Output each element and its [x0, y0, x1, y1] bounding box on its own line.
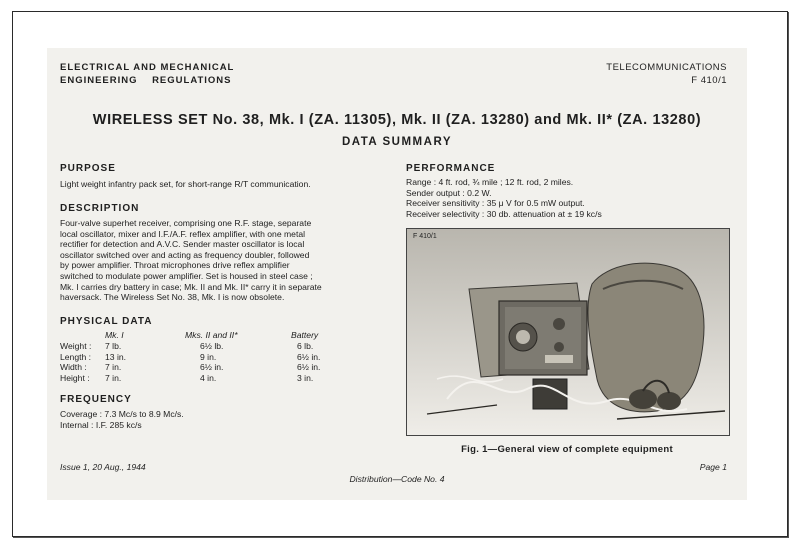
performance-heading: PERFORMANCE — [406, 163, 496, 174]
purpose-heading: PURPOSE — [60, 163, 116, 174]
document-page — [47, 48, 747, 500]
row-label: Length : — [60, 351, 92, 362]
cell-mk2: 4 in. — [200, 372, 217, 383]
equipment-photo — [406, 228, 730, 436]
performance-line: Receiver sensitivity : 35 μ V for 0.5 mW output. — [406, 198, 585, 209]
row-label: Weight : — [60, 341, 92, 351]
description-line: rectifier for detection and A.V.C. Sender master oscillator is local — [60, 239, 305, 250]
cell-mk2: 6½ lb. — [200, 341, 224, 351]
column-header-mk1: Mk. I — [105, 330, 124, 340]
row-label: Width : — [60, 362, 87, 373]
frequency-line: Coverage : 7.3 Mc/s to 8.9 Mc/s. — [60, 409, 184, 419]
header-right-line2: F 410/1 — [691, 75, 727, 86]
cell-mk2: 6½ in. — [200, 362, 224, 373]
page-number: Page 1 — [699, 462, 727, 472]
header-left — [60, 61, 234, 87]
header-right-line1: TELECOMMUNICATIONS — [606, 62, 727, 73]
cell-battery: 6½ in. — [297, 362, 321, 373]
photo-stamp: F 410/1 — [413, 233, 437, 240]
cell-mk1: 7 lb. — [105, 341, 122, 351]
document-subtitle: DATA SUMMARY — [342, 136, 452, 148]
description-line: oscillator switched over and acting as frequency doubler, followed — [60, 249, 310, 260]
cell-battery: 3 in. — [297, 372, 314, 383]
description-line: switched to modulate power amplifier. Set is housed in steel case ; — [60, 270, 313, 281]
description-line: haversack. The Wireless Set No. 38, Mk. I is now obsolete. — [60, 292, 285, 303]
header-left-line2: ENGINEERING REGULATIONS — [60, 75, 232, 86]
cell-mk1: 7 in. — [105, 372, 122, 383]
description-line: Mk. I carries dry battery in case; Mk. II and Mk. II* carry it in separate — [60, 281, 322, 292]
column-header-mk2: Mks. II and II* — [185, 330, 238, 340]
cell-battery: 6½ in. — [297, 351, 321, 362]
cell-battery: 6 lb. — [297, 341, 314, 351]
cell-mk1: 13 in. — [105, 351, 127, 362]
frequency-text — [60, 409, 184, 430]
issue-date: Issue 1, 20 Aug., 1944 — [60, 462, 146, 472]
performance-line: Receiver selectivity : 30 db. attenuation at ± 19 kc/s — [406, 208, 602, 219]
description-text — [60, 218, 322, 303]
header-right — [606, 61, 727, 87]
performance-line: Sender output : 0.2 W. — [406, 187, 492, 198]
figure-caption: Fig. 1—General view of complete equipment — [461, 444, 673, 455]
frequency-line: Internal : I.F. 285 kc/s — [60, 419, 142, 430]
column-header-battery: Battery — [291, 330, 319, 340]
frequency-heading: FREQUENCY — [60, 394, 132, 405]
physical-data-heading: PHYSICAL DATA — [60, 316, 153, 327]
cell-mk2: 9 in. — [200, 351, 217, 362]
equipment-illustration — [407, 229, 729, 435]
description-heading: DESCRIPTION — [60, 203, 140, 214]
document-title: WIRELESS SET No. 38, Mk. I (ZA. 11305), Mk. II (ZA. 13280) and Mk. II* (ZA. 13280) — [92, 112, 702, 128]
row-label: Height : — [60, 372, 90, 383]
performance-line: Range : 4 ft. rod, ¾ mile ; 12 ft. rod, 2 miles. — [406, 177, 574, 187]
cell-mk1: 7 in. — [105, 362, 122, 373]
purpose-text: Light weight infantry pack set, for short-range R/T communication. — [60, 179, 311, 189]
performance-text — [406, 177, 602, 219]
description-line: local oscillator, mixer and I.F./A.F. reflex amplifier, with one metal — [60, 228, 306, 239]
header-left-line1: ELECTRICAL AND MECHANICAL — [60, 62, 235, 73]
distribution-code: Distribution—Code No. 4 — [349, 474, 445, 484]
description-line: by power amplifier. Throat microphones drive reflex amplifier — [60, 260, 290, 271]
description-line: Four-valve superhet receiver, comprising one R.F. stage, separate — [60, 218, 312, 228]
